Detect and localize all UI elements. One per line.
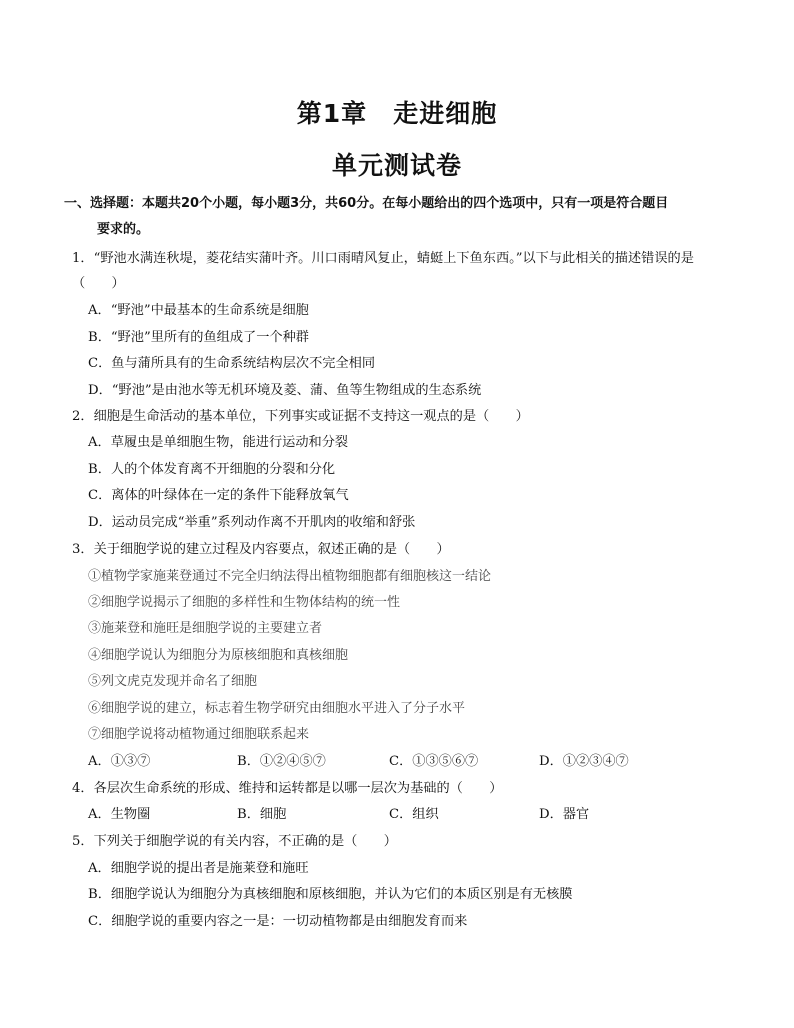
section-instruction-line2: 要求的。: [97, 222, 150, 237]
question-2-stem: 2．细胞是生命活动的基本单位，下列事实或证据不支持这一观点的是（ ）: [72, 409, 529, 424]
question-3-option-c: C．①③⑤⑥⑦: [389, 754, 479, 769]
exam-subtitle: 单元测试卷: [331, 151, 462, 180]
chapter-title: [0, 94, 794, 130]
question-4-stem: 4．各层次生命系统的形成、维持和运转都是以哪一层次为基础的（ ）: [72, 781, 503, 796]
question-2-option-b: B．人的个体发育离不开细胞的分裂和分化: [88, 462, 336, 477]
question-5-option-b: B．细胞学说认为细胞分为真核细胞和原核细胞，并认为它们的本质区别是有无核膜: [88, 887, 573, 902]
question-4-option-a: A．生物圈: [88, 807, 151, 822]
question-3-option-a: A．①③⑦: [88, 754, 151, 769]
question-1-stem: 1．“野池水满连秋堤，菱花结实蒲叶齐。川口雨晴风复止，蜻蜓上下鱼东西。”以下与此相关的描述错误的是: [72, 251, 694, 266]
question-3-statement-5: ⑤列文虎克发现并命名了细胞: [88, 674, 258, 689]
question-3-statement-3: ③施莱登和施旺是细胞学说的主要建立者: [88, 621, 323, 636]
chapter-name: 走进细胞: [393, 99, 498, 128]
section-instruction-line1: 一、选择题：本题共20个小题，每小题3分，共60分。在每小题给出的四个选项中，只有一项是符合题目: [64, 196, 669, 211]
question-3-option-b: B．①②④⑤⑦: [237, 754, 326, 769]
question-4-option-b: B．细胞: [237, 807, 287, 822]
question-3-statement-1: ①植物学家施莱登通过不完全归纳法得出植物细胞都有细胞核这一结论: [88, 569, 492, 584]
chapter-number: 第1章: [296, 99, 368, 128]
question-2-option-c: C．离体的叶绿体在一定的条件下能释放氧气: [88, 488, 349, 503]
question-1-option-c: C．鱼与蒲所具有的生命系统结构层次不完全相同: [88, 356, 376, 371]
question-1-option-b: B．“野池”里所有的鱼组成了一个种群: [88, 330, 309, 345]
question-3-statement-4: ④细胞学说认为细胞分为原核细胞和真核细胞: [88, 648, 349, 663]
question-3-statement-7: ⑦细胞学说将动植物通过细胞联系起来: [88, 727, 310, 742]
question-2-option-a: A．草履虫是单细胞生物，能进行运动和分裂: [88, 435, 349, 450]
question-5-option-a: A．细胞学说的提出者是施莱登和施旺: [88, 861, 309, 876]
question-5-option-c: C．细胞学说的重要内容之一是：一切动植物都是由细胞发育而来: [88, 914, 468, 929]
question-5-stem: 5．下列关于细胞学说的有关内容，不正确的是（ ）: [72, 834, 397, 849]
question-3-option-d: D．①②③④⑦: [539, 754, 629, 769]
question-4-option-d: D．器官: [539, 807, 590, 822]
question-4-option-c: C．组织: [389, 807, 439, 822]
question-1-option-d: D．“野池”是由池水等无机环境及菱、蒲、鱼等生物组成的生态系统: [88, 383, 482, 398]
question-3-stem: 3．关于细胞学说的建立过程及内容要点，叙述正确的是（ ）: [72, 542, 450, 557]
question-1-option-a: A．“野池”中最基本的生命系统是细胞: [88, 303, 309, 318]
question-3-statement-6: ⑥细胞学说的建立，标志着生物学研究由细胞水平进入了分子水平: [88, 701, 466, 716]
question-2-option-d: D．运动员完成“举重”系列动作离不开肌肉的收缩和舒张: [88, 515, 416, 530]
question-1-stem-bracket: （ ）: [72, 276, 125, 291]
question-3-statement-2: ②细胞学说揭示了细胞的多样性和生物体结构的统一性: [88, 595, 401, 610]
